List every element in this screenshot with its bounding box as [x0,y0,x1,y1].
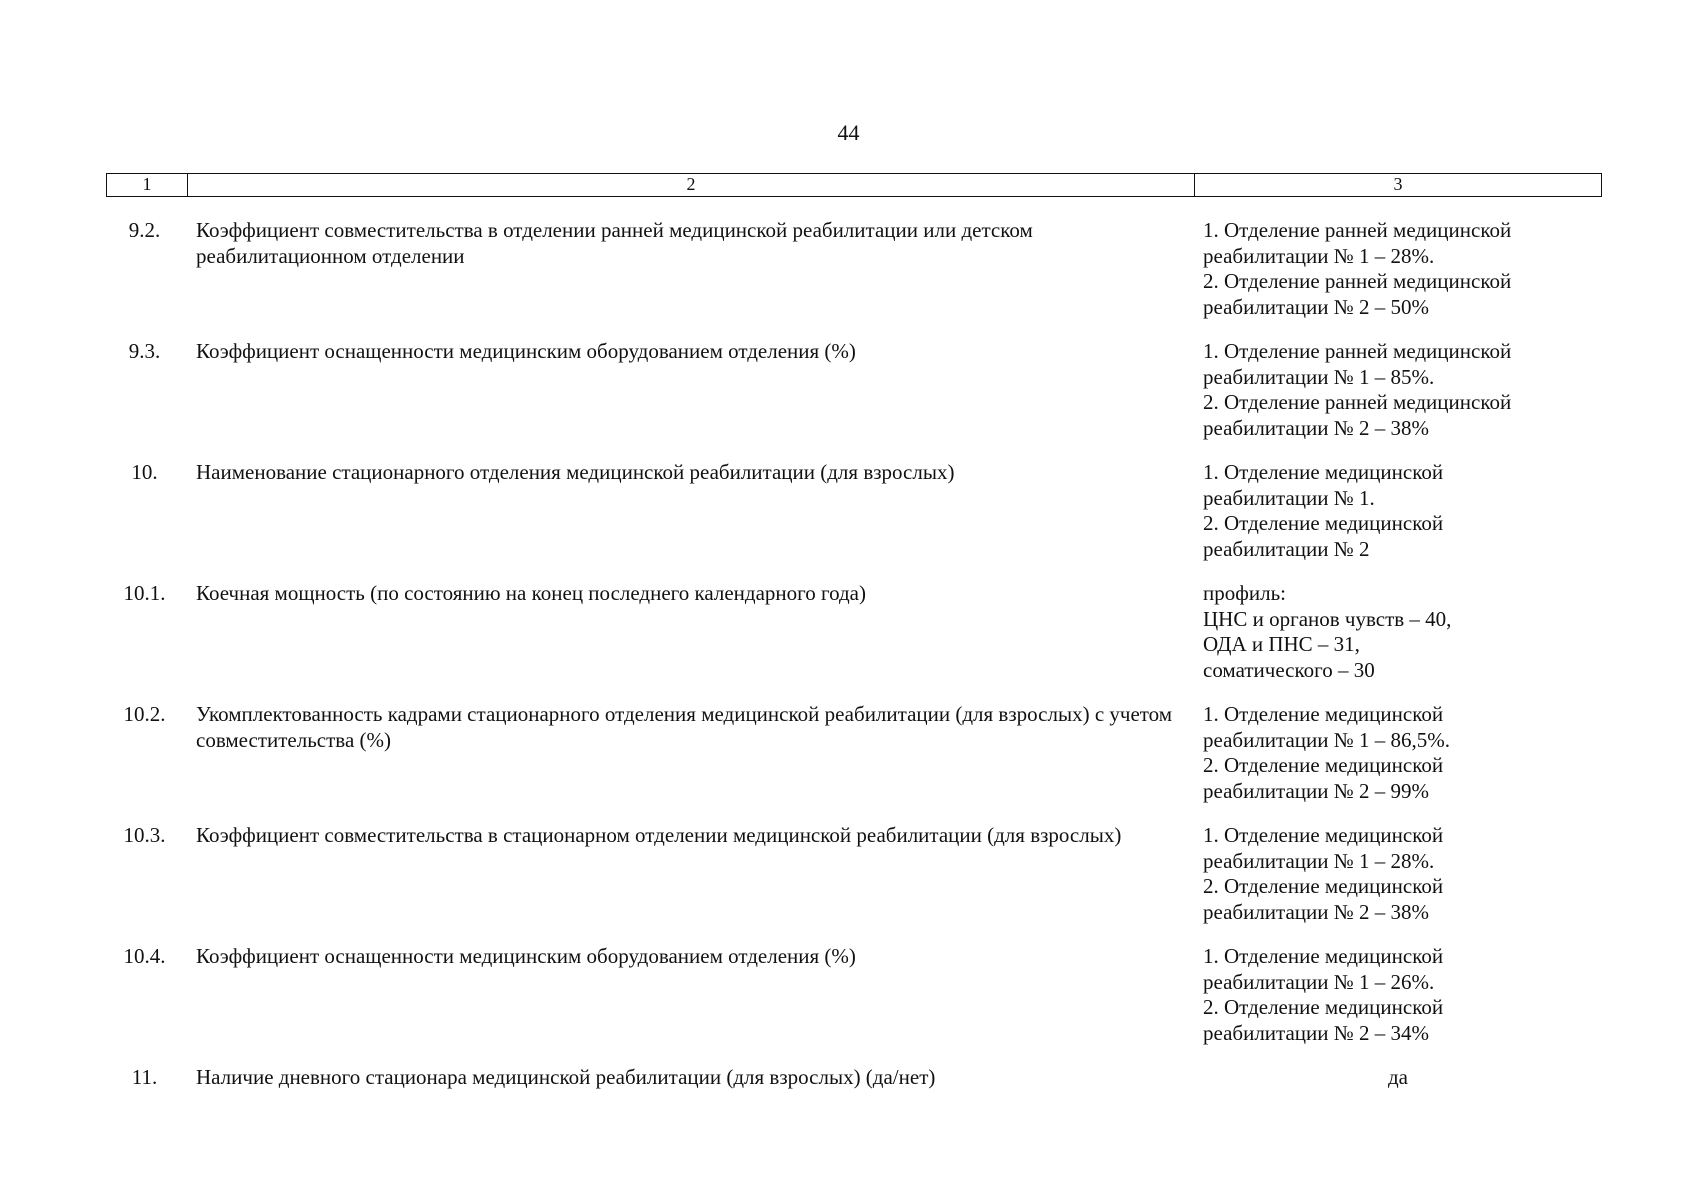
indicator-name: Коэффициент совместительства в отделении ранней медицинской реабилитации или детском реабилитационном отделении [196,218,1033,268]
indicator-value [1194,823,1602,944]
table-row [106,460,1602,581]
indicator-value [1194,944,1602,1065]
value-line: реабилитации № 2 [1203,536,1370,561]
value-line: 2. Отделение медицинской [1203,995,1444,1019]
row-number: 10.3. [123,823,166,847]
value-line: реабилитации № 1 – 28%. [1203,848,1435,873]
indicator-value [1194,581,1602,702]
value-line: 2. Отделение медицинской [1203,511,1444,535]
value-line: 1. Отделение медицинской [1203,823,1444,847]
table-row [106,823,1602,944]
value-line: реабилитации № 2 – 34% [1203,1020,1430,1045]
value-line: соматического – 30 [1203,657,1375,682]
value-line: профиль: [1203,581,1286,605]
column-header-2: 2 [188,174,1195,196]
value-line: 1. Отделение ранней медицинской [1203,339,1512,363]
value-line: 1. Отделение медицинской [1203,944,1444,968]
table-row [106,1065,1602,1105]
value-line: 1. Отделение ранней медицинской [1203,218,1512,242]
row-number: 9.3. [128,339,161,363]
indicator-name: Коэффициент оснащенности медицинским оборудованием отделения (%) [196,339,856,363]
value-line: 1. Отделение медицинской [1203,460,1444,484]
value-line: 2. Отделение медицинской [1203,874,1444,898]
value-line: 2. Отделение ранней медицинской [1203,390,1512,414]
value-line: да [1387,1065,1408,1089]
indicator-name: Укомплектованность кадрами стационарного отделения медицинской реабилитации (для взрослых) с учетом совместительства (%) [196,702,1173,752]
indicator-value [1194,702,1602,823]
indicator-value [1194,1065,1602,1105]
table-row [106,339,1602,460]
value-line: реабилитации № 2 – 50% [1203,294,1430,319]
indicator-name: Коэффициент оснащенности медицинским оборудованием отделения (%) [196,944,856,968]
indicator-name: Коэффициент совместительства в стационарном отделении медицинской реабилитации (для взрослых) [196,823,1122,847]
column-header-1: 1 [107,174,188,196]
indicator-name: Коечная мощность (по состоянию на конец последнего календарного года) [196,581,866,605]
indicator-name: Наличие дневного стационара медицинской реабилитации (для взрослых) (да/нет) [196,1065,936,1089]
value-line: 2. Отделение медицинской [1203,753,1444,777]
table-row [106,218,1602,339]
row-number: 10.1. [123,581,166,605]
value-line: реабилитации № 1 – 85%. [1203,364,1435,389]
value-line: реабилитации № 1. [1203,485,1375,510]
table-row [106,702,1602,823]
value-line: ОДА и ПНС – 31, [1203,632,1360,656]
column-number-header [106,173,1602,197]
indicator-value [1194,218,1602,339]
column-header-3: 3 [1393,174,1403,194]
row-number: 11. [131,1065,158,1089]
value-line: 1. Отделение медицинской [1203,702,1444,726]
value-line: реабилитации № 1 – 28%. [1203,243,1435,268]
indicator-value [1194,339,1602,460]
value-line: реабилитации № 2 – 38% [1203,415,1430,440]
indicator-name: Наименование стационарного отделения медицинской реабилитации (для взрослых) [196,460,955,484]
table-row [106,944,1602,1065]
row-number: 10.4. [123,944,166,968]
value-line: реабилитации № 1 – 26%. [1203,969,1435,994]
value-line: реабилитации № 2 – 99% [1203,778,1430,803]
row-number: 10. [131,460,158,484]
value-line: реабилитации № 2 – 38% [1203,899,1430,924]
indicator-value [1194,460,1602,581]
page-number: 44 [837,120,860,145]
row-number: 10.2. [123,702,166,726]
row-number: 9.2. [128,218,161,242]
indicator-table [106,218,1602,1105]
value-line: реабилитации № 1 – 86,5%. [1203,727,1451,752]
value-line: 2. Отделение ранней медицинской [1203,269,1512,293]
table-row [106,581,1602,702]
value-line: ЦНС и органов чувств – 40, [1203,606,1452,631]
